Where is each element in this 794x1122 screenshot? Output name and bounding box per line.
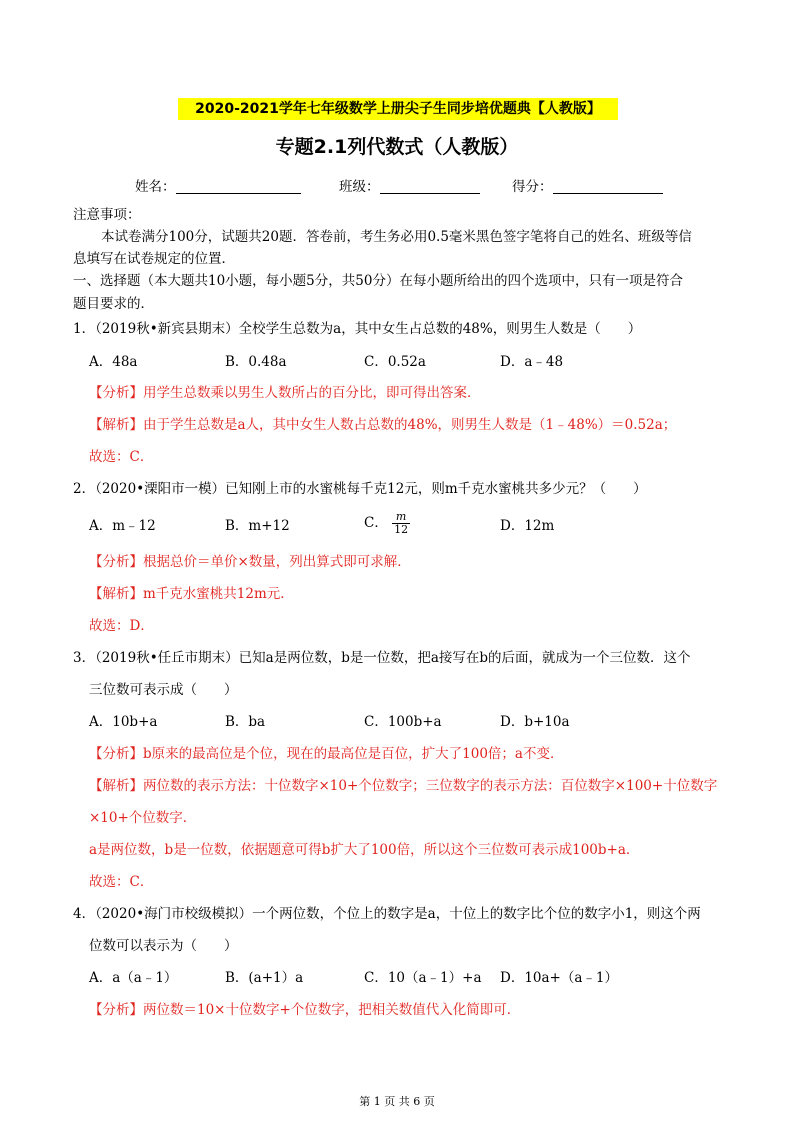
q4-option-c: C．10（a﹣1）+a	[364, 970, 482, 986]
question-1-stem: 1．（2019秋•新宾县期末）全校学生总数为a，其中女生占总数的48%，则男生人数是（ ）	[73, 321, 642, 337]
section-heading-line-2: 题目要求的．	[73, 296, 154, 312]
class-blank[interactable]	[380, 179, 480, 194]
question-3-stem-line-1: 3．（2019秋•任丘市期末）已知a是两位数，b是一位数，把a接写在b的后面，就成为一个三位数．这个	[73, 650, 691, 666]
name-field[interactable]	[135, 178, 301, 196]
q2-answer: 故选：D．	[89, 618, 154, 634]
question-3-stem-line-2: 三位数可表示成（ ）	[89, 682, 238, 698]
q1-solution: 【解析】由于学生总数是a人，其中女生人数占总数的48%，则男生人数是（1﹣48%）＝0.52a；	[89, 417, 677, 433]
q2-option-b: B．m+12	[225, 518, 290, 534]
notice-line-1: 本试卷满分100分，试题共20题．答卷前，考生务必用0.5毫米黑色签字笔将自己的姓名、班级等信	[101, 229, 692, 245]
q3-option-c: C．100b+a	[364, 714, 442, 730]
q2-option-d: D．12m	[500, 518, 555, 534]
q4-option-a: A．a（a﹣1）	[89, 970, 178, 986]
q2-option-c	[364, 511, 410, 536]
q2-solution: 【解析】m千克水蜜桃共12m元．	[89, 586, 294, 602]
topic-title: 专题2.1列代数式（人教版）	[275, 136, 519, 158]
document-title: 2020-2021学年七年级数学上册尖子生同步培优题典【人教版】	[195, 101, 601, 117]
name-blank[interactable]	[176, 179, 301, 194]
question-4-stem-line-1: 4．（2020•海门市校级模拟）一个两位数，个位上的数字是a，十位上的数字比个位的数字小1，则这个两	[73, 906, 701, 922]
q1-option-b: B．0.48a	[225, 354, 287, 370]
q4-analysis: 【分析】两位数＝10×十位数字+个位数字，把相关数值代入化简即可．	[89, 1002, 521, 1018]
section-heading-line-1: 一、选择题（本大题共10小题，每小题5分，共50分）在每小题所给出的四个选项中，只有一项是符合	[73, 273, 683, 289]
score-label: 得分：	[512, 179, 553, 195]
q3-analysis: 【分析】b原来的最高位是个位，现在的最高位是百位，扩大了100倍；a不变．	[89, 746, 564, 762]
class-field[interactable]	[339, 178, 480, 196]
fraction-numerator: m	[392, 511, 410, 524]
q2-option-a: A．m﹣12	[89, 518, 156, 534]
name-label: 姓名：	[135, 179, 176, 195]
q3-solution-line-3: a是两位数，b是一位数，依据题意可得b扩大了100倍，所以这个三位数可表示成100b+a．	[89, 842, 640, 858]
q1-option-a: A．48a	[89, 354, 138, 370]
question-4-stem-line-2: 位数可以表示为（ ）	[89, 938, 238, 954]
title-banner	[178, 98, 618, 120]
q3-option-a: A．10b+a	[89, 714, 158, 730]
q1-option-d: D．a﹣48	[500, 354, 564, 370]
notice-line-2: 息填写在试卷规定的位置．	[73, 251, 235, 267]
q3-option-b: B．ba	[225, 714, 266, 730]
score-field[interactable]	[512, 178, 663, 196]
q4-option-d: D．10a+（a﹣1）	[500, 970, 618, 986]
q2-option-c-letter: C．	[364, 515, 388, 531]
score-blank[interactable]	[553, 179, 663, 194]
fraction-m-over-12	[392, 511, 410, 536]
q4-option-b: B．(a+1）a	[225, 970, 304, 986]
q2-analysis: 【分析】根据总价＝单价×数量，列出算式即可求解．	[89, 554, 411, 570]
fraction-denominator: 12	[394, 523, 409, 536]
q3-solution-line-2: ×10+个位数字．	[89, 810, 197, 826]
class-label: 班级：	[339, 179, 380, 195]
q1-analysis: 【分析】用学生总数乘以男生人数所占的百分比，即可得出答案．	[89, 385, 481, 401]
q1-option-c: C．0.52a	[364, 354, 426, 370]
notice-heading: 注意事项：	[73, 207, 141, 223]
page-number-footer: 第 1 页 共 6 页	[359, 1095, 435, 1108]
question-2-stem: 2．（2020•溧阳市一模）已知刚上市的水蜜桃每千克12元，则m千克水蜜桃共多少元？（ ）	[73, 481, 647, 497]
q3-solution-line-1: 【解析】两位数的表示方法：十位数字×10+个位数字；三位数字的表示方法：百位数字×100+十位数字	[89, 778, 718, 794]
q3-answer: 故选：C．	[89, 874, 154, 890]
q1-answer: 故选：C．	[89, 449, 154, 465]
q3-option-d: D．b+10a	[500, 714, 570, 730]
